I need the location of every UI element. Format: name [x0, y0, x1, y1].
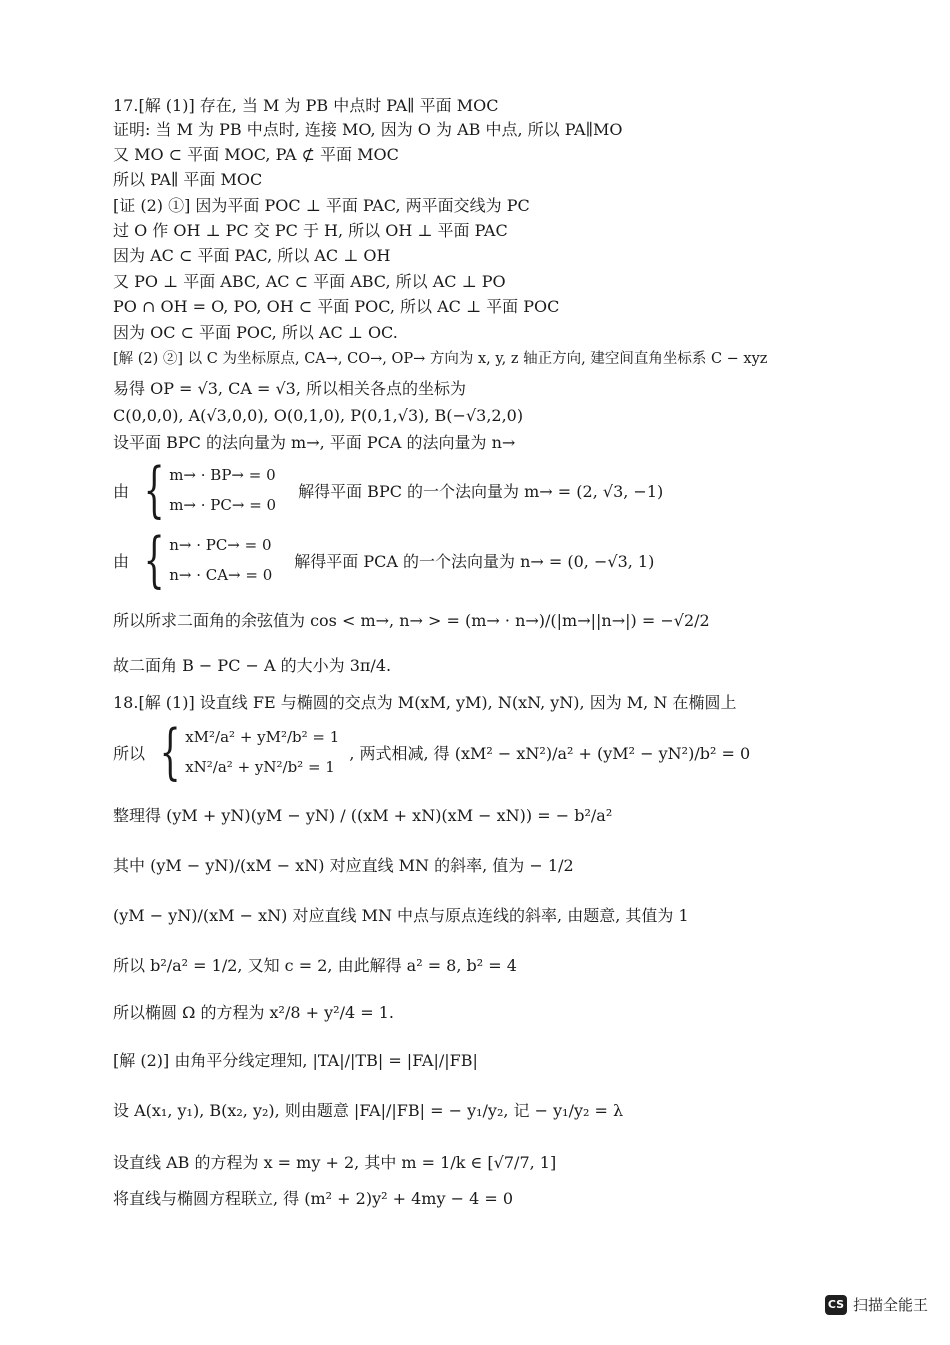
- text-line: 17.[解 (1)] 存在, 当 M 为 PB 中点时 PA∥ 平面 MOC: [113, 96, 499, 115]
- text-line: PO ∩ OH = O, PO, OH ⊂ 平面 POC, 所以 AC ⊥ 平面 POC: [113, 297, 560, 316]
- watermark-text: 扫描全能王: [852, 1296, 928, 1314]
- equation: m→ · PC→ = 0: [169, 496, 277, 514]
- system-result: 解得平面 BPC 的一个法向量为 m→ = (2, √3, −1): [298, 481, 664, 501]
- text-line: 又 MO ⊂ 平面 MOC, PA ⊄ 平面 MOC: [113, 145, 399, 164]
- text-line: 过 O 作 OH ⊥ PC 交 PC 于 H, 所以 OH ⊥ 平面 PAC: [113, 221, 508, 240]
- text-line: [解 (2)] 由角平分线定理知, |TA|/|TB| = |FA|/|FB|: [113, 1051, 478, 1070]
- text-line: 证明: 当 M 为 PB 中点时, 连接 MO, 因为 O 为 AB 中点, 所以 PA∥MO: [113, 120, 623, 139]
- system-lead: 由: [113, 481, 130, 501]
- system-lead: 所以: [113, 743, 146, 763]
- text-line: 因为 OC ⊂ 平面 POC, 所以 AC ⊥ OC.: [113, 323, 398, 342]
- equation-system-1: [113, 455, 664, 525]
- text-line: 设平面 BPC 的法向量为 m→, 平面 PCA 的法向量为 n→: [113, 433, 516, 452]
- text-line: C(0,0,0), A(√3,0,0), O(0,1,0), P(0,1,√3), B(−√3,2,0): [113, 406, 524, 425]
- brace-icon: {: [143, 525, 165, 595]
- text-line: 整理得 (yM + yN)(yM − yN) / ((xM + xN)(xM − xN)) = − b²/a²: [113, 806, 613, 825]
- equation: m→ · BP→ = 0: [169, 466, 276, 484]
- text-line: 设 A(x₁, y₁), B(x₂, y₂), 则由题意 |FA|/|FB| = − y₁/y₂, 记 − y₁/y₂ = λ: [113, 1101, 624, 1120]
- text-line: 所以所求二面角的余弦值为 cos < m→, n→ > = (m→ · n→)/(|m→||n→|) = −√2/2: [113, 611, 710, 630]
- system-result: , 两式相减, 得 (xM² − xN²)/a² + (yM² − yN²)/b² = 0: [349, 743, 751, 763]
- text-line: 故二面角 B − PC − A 的大小为 3π/4.: [113, 656, 392, 675]
- text-line: [解 (2) ②] 以 C 为坐标原点, CA→, CO→, OP→ 方向为 x, y, z 轴正方向, 建空间直角坐标系 C − xyz: [113, 351, 768, 367]
- text-line: (yM − yN)/(xM − xN) 对应直线 MN 中点与原点连线的斜率, 由题意, 其值为 1: [113, 906, 689, 925]
- text-line: 设直线 AB 的方程为 x = my + 2, 其中 m = 1/k ∈ [√7/7, 1]: [113, 1153, 557, 1172]
- text-line: 将直线与椭圆方程联立, 得 (m² + 2)y² + 4my − 4 = 0: [113, 1189, 514, 1208]
- equation: xM²/a² + yM²/b² = 1: [185, 728, 340, 746]
- brace-icon: {: [159, 717, 181, 787]
- text-line: 所以 b²/a² = 1/2, 又知 c = 2, 由此解得 a² = 8, b² = 4: [113, 956, 517, 975]
- equation-system-3: [113, 717, 751, 787]
- equation-system-2: [113, 525, 655, 595]
- brace-icon: {: [143, 455, 165, 525]
- text-line: [证 (2) ①] 因为平面 POC ⊥ 平面 PAC, 两平面交线为 PC: [113, 196, 530, 215]
- cs-logo-icon: CS: [825, 1295, 847, 1315]
- equation: xN²/a² + yN²/b² = 1: [185, 758, 335, 776]
- scanner-watermark: [825, 1294, 928, 1315]
- text-line: 因为 AC ⊂ 平面 PAC, 所以 AC ⊥ OH: [113, 246, 391, 265]
- equation: n→ · PC→ = 0: [169, 536, 272, 554]
- text-line: 18.[解 (1)] 设直线 FE 与椭圆的交点为 M(xM, yM), N(xN, yN), 因为 M, N 在椭圆上: [113, 693, 737, 712]
- system-result: 解得平面 PCA 的一个法向量为 n→ = (0, −√3, 1): [294, 551, 655, 571]
- text-line: 所以椭圆 Ω 的方程为 x²/8 + y²/4 = 1.: [113, 1003, 394, 1022]
- text-line: 易得 OP = √3, CA = √3, 所以相关各点的坐标为: [113, 379, 467, 398]
- text-line: 其中 (yM − yN)/(xM − xN) 对应直线 MN 的斜率, 值为 − 1/2: [113, 856, 574, 875]
- equation: n→ · CA→ = 0: [169, 566, 273, 584]
- text-line: 所以 PA∥ 平面 MOC: [113, 170, 263, 189]
- system-lead: 由: [113, 551, 130, 571]
- text-line: 又 PO ⊥ 平面 ABC, AC ⊂ 平面 ABC, 所以 AC ⊥ PO: [113, 272, 506, 291]
